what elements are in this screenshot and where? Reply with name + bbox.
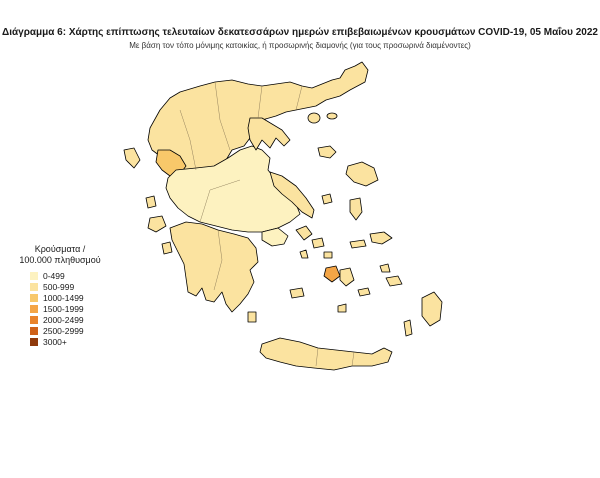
legend-swatch <box>30 327 38 335</box>
legend-swatch <box>30 272 38 280</box>
legend-title <box>14 244 106 266</box>
legend-item <box>14 270 124 281</box>
legend-title-line1: Κρούσματα / <box>34 244 86 254</box>
region-tinos <box>312 238 324 248</box>
region-limnos <box>318 146 336 158</box>
map-title: Διάγραμμα 6: Χάρτης επίπτωσης τελευταίων δεκατεσσάρων ημερών επιβεβαιωμένων κρουσμάτων COVID-19, 05 Μαΐου 2022 <box>2 27 598 38</box>
map-subtitle: Με βάση τον τόπο μόνιμης κατοικίας, ή προσωρινής διαμονής (για τους προσωρινά διαμένοντες) <box>129 41 471 50</box>
region-andros <box>296 226 312 240</box>
legend-swatch <box>30 305 38 313</box>
legend-items <box>14 270 124 347</box>
legend-swatch <box>30 283 38 291</box>
region-lesvos <box>346 162 378 186</box>
region-samos <box>370 232 392 244</box>
legend-label: 0-499 <box>43 270 65 281</box>
region-amorgos <box>358 288 370 296</box>
legend <box>14 244 124 347</box>
legend-item <box>14 314 124 325</box>
region-chios <box>350 198 362 220</box>
region-kythira <box>248 312 256 322</box>
region-corfu <box>124 148 140 168</box>
legend-item <box>14 325 124 336</box>
legend-label: 2000-2499 <box>43 314 84 325</box>
region-ikaria <box>350 240 366 248</box>
region-karpathos <box>404 320 412 336</box>
region-kos <box>386 276 402 286</box>
legend-label: 1500-1999 <box>43 303 84 314</box>
region-lefkada <box>146 196 156 208</box>
region-samothraki <box>327 113 337 119</box>
region-mykonos <box>324 252 332 258</box>
legend-item <box>14 336 124 347</box>
region-skyros <box>322 194 332 204</box>
legend-item <box>14 281 124 292</box>
region-milos <box>290 288 304 298</box>
legend-swatch <box>30 316 38 324</box>
region-rhodes <box>422 292 442 326</box>
region-naxos <box>340 268 354 286</box>
region-peloponnese <box>170 222 258 312</box>
legend-label: 3000+ <box>43 336 67 347</box>
legend-item <box>14 303 124 314</box>
region-kefalonia <box>148 216 166 232</box>
region-zakynthos <box>162 242 172 254</box>
region-kalymnos <box>380 264 390 272</box>
legend-item <box>14 292 124 303</box>
legend-label: 500-999 <box>43 281 75 292</box>
region-attica <box>262 228 288 246</box>
legend-label: 2500-2999 <box>43 325 84 336</box>
legend-title-line2: 100.000 πληθυσμού <box>19 255 101 265</box>
region-thasos <box>308 113 320 123</box>
region-santorini <box>338 304 346 312</box>
legend-label: 1000-1499 <box>43 292 84 303</box>
region-syros <box>300 250 308 258</box>
legend-swatch <box>30 338 38 346</box>
region-crete <box>260 338 392 370</box>
legend-swatch <box>30 294 38 302</box>
region-chalkidiki <box>248 118 290 150</box>
region-paros <box>324 266 340 282</box>
